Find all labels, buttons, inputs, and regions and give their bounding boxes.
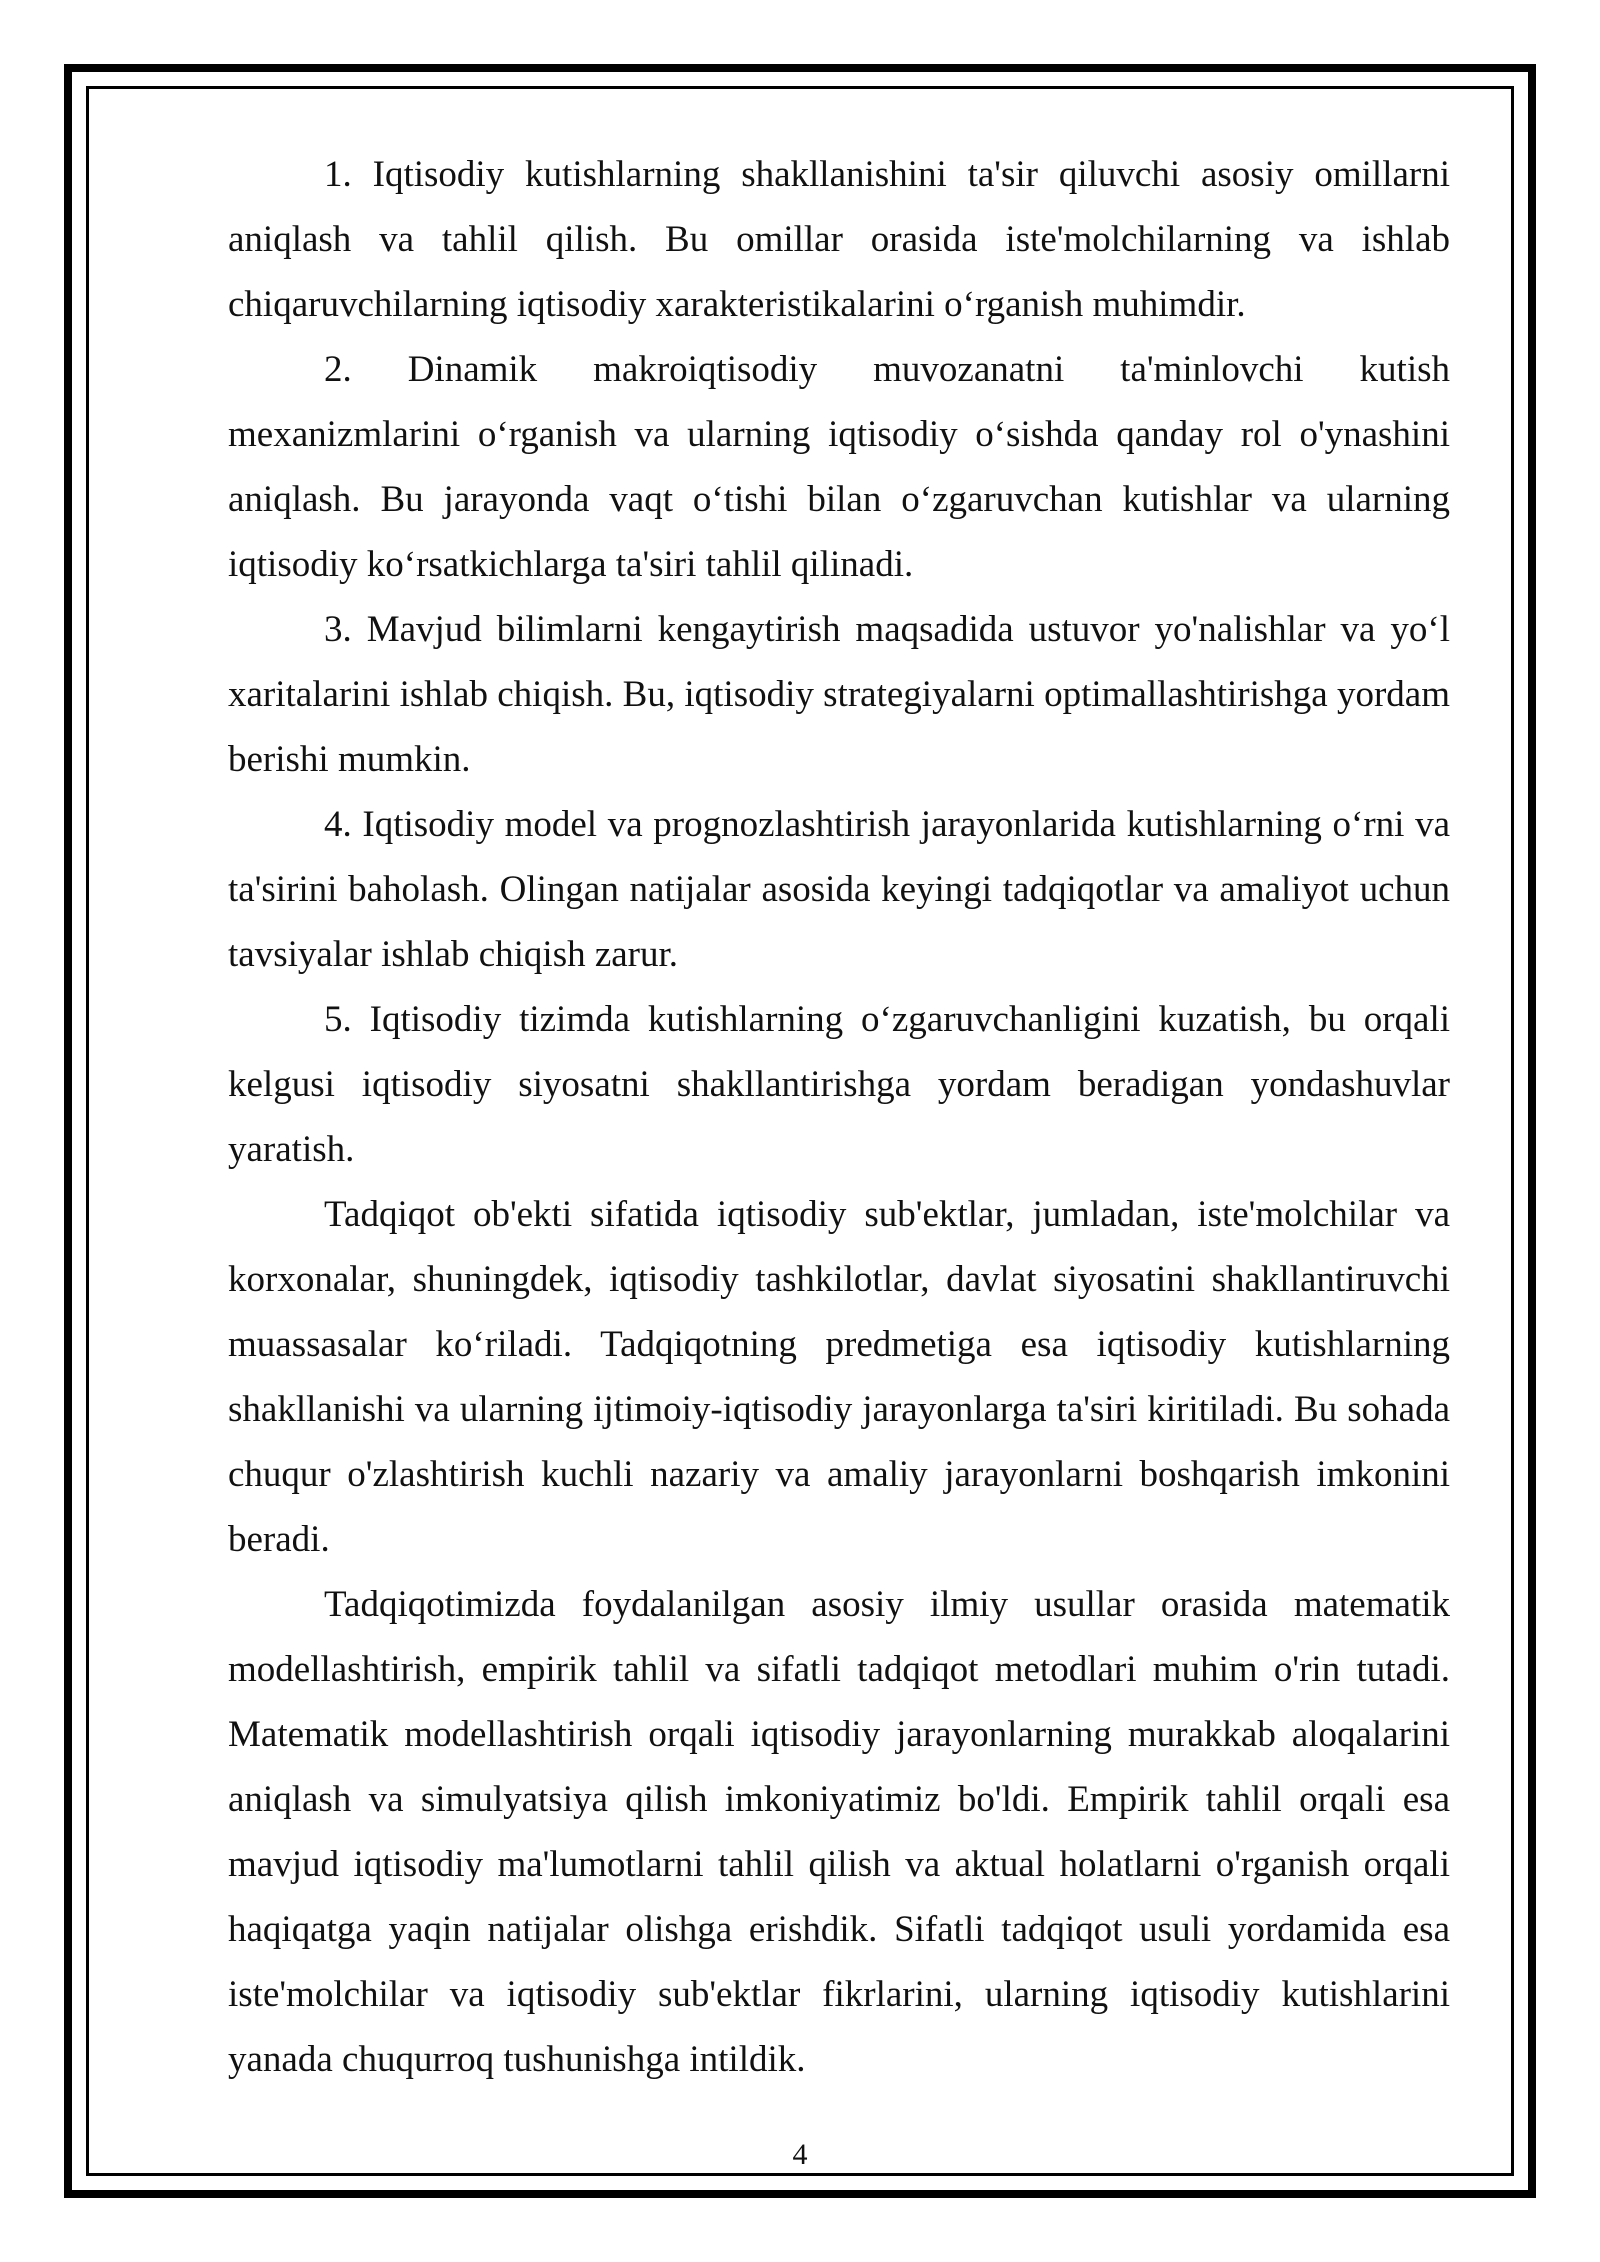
paragraph-research-object: Tadqiqot ob'ekti sifatida iqtisodiy sub'ektlar, jumladan, iste'molchilar va korxonalar, shuningdek, iqtisodiy tashkilotlar, davlat siyosatini shakllantiruvchi muassasalar ko‘riladi. Tadqiqotning predmetiga esa iqtisodiy kutishlarning shakllanishi va ularning ijtimoiy-iqtisodiy jarayonlarga ta'siri kiritiladi. Bu sohada chuqur o'zlashtirish kuchli nazariy va amaliy jarayonlarni boshqarish imkonini beradi. — [228, 1194, 1450, 1560]
paragraph-objective-1: 1. Iqtisodiy kutishlarning shakllanishini ta'sir qiluvchi asosiy omillarni aniqlash va tahlil qilish. Bu omillar orasida iste'molchilarning va ishlab chiqaruvchilarning iqtisodiy xarakteristikalarini o‘rganish muhimdir. — [228, 154, 1450, 325]
paragraph-objective-5: 5. Iqtisodiy tizimda kutishlarning o‘zgaruvchanligini kuzatish, bu orqali kelgusi iqtisodiy siyosatni shakllantirishga yordam beradigan yondashuvlar yaratish. — [228, 999, 1450, 1170]
paragraph-research-methods: Tadqiqotimizda foydalanilgan asosiy ilmiy usullar orasida matematik modellashtirish, empirik tahlil va sifatli tadqiqot metodlari muhim o'rin tutadi. Matematik modellashtirish orqali iqtisodiy jarayonlarning murakkab aloqalarini aniqlash va simulyatsiya qilish imkoniyatimiz bo'ldi. Empirik tahlil orqali esa mavjud iqtisodiy ma'lumotlarni tahlil qilish va aktual holatlarni o'rganish orqali haqiqatga yaqin natijalar olishga erishdik. Sifatli tadqiqot usuli yordamida esa iste'molchilar va iqtisodiy sub'ektlar fikrlarini, ularning iqtisodiy kutishlarini yanada chuqurroq tushunishga intildik. — [228, 1584, 1450, 2080]
paragraph-objective-4: 4. Iqtisodiy model va prognozlashtirish jarayonlarida kutishlarning o‘rni va ta'sirini baholash. Olingan natijalar asosida keyingi tadqiqotlar va amaliyot uchun tavsiyalar ishlab chiqish zarur. — [228, 804, 1450, 975]
paragraph-objective-2: 2. Dinamik makroiqtisodiy muvozanatni ta'minlovchi kutish mexanizmlarini o‘rganish va ularning iqtisodiy o‘sishda qanday rol o'ynashini aniqlash. Bu jarayonda vaqt o‘tishi bilan o‘zgaruvchan kutishlar va ularning iqtisodiy ko‘rsatkichlarga ta'siri tahlil qilinadi. — [228, 349, 1450, 585]
document-body — [228, 142, 1450, 2092]
page-number: 4 — [792, 2138, 808, 2171]
paragraph-objective-3: 3. Mavjud bilimlarni kengaytirish maqsadida ustuvor yo'nalishlar va yo‘l xaritalarini ishlab chiqish. Bu, iqtisodiy strategiyalarni optimallashtirishga yordam berishi mumkin. — [228, 609, 1450, 780]
